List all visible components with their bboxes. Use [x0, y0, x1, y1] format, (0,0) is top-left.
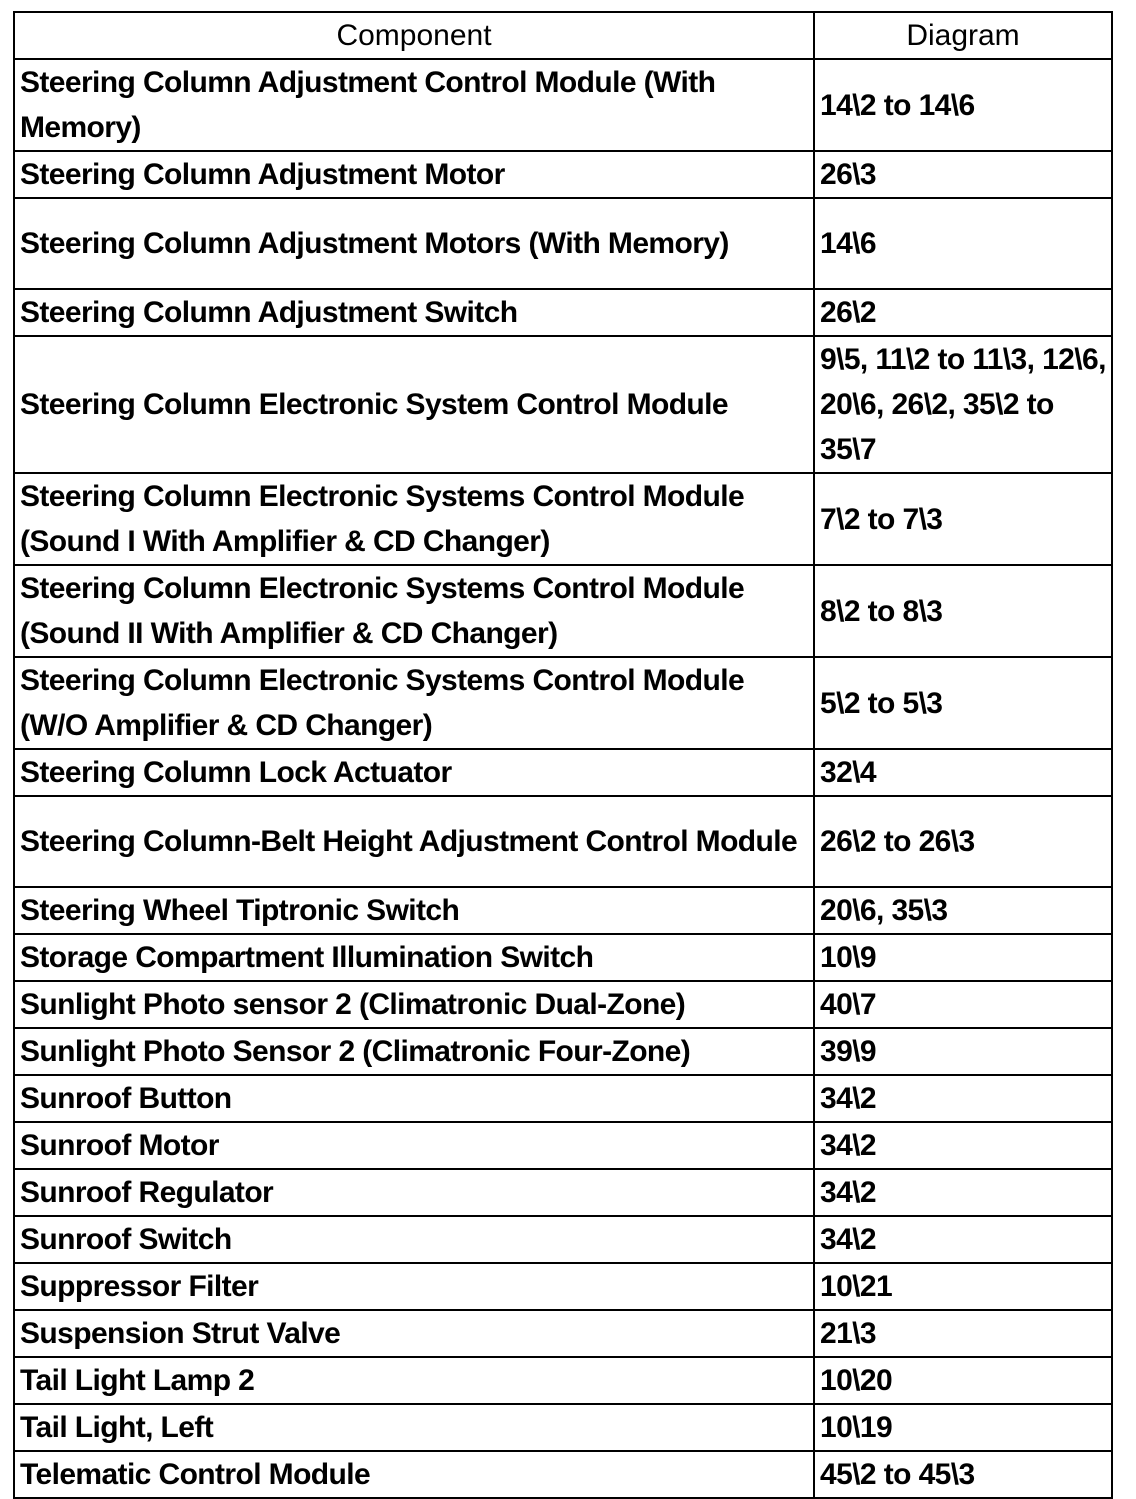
component-cell: Sunlight Photo Sensor 2 (Climatronic Four-Zone) — [14, 1028, 814, 1075]
header-component: Component — [14, 12, 814, 59]
diagram-cell: 21\3 — [814, 1310, 1112, 1357]
table-row — [14, 59, 1112, 151]
diagram-cell: 14\2 to 14\6 — [814, 59, 1112, 151]
diagram-cell: 26\2 — [814, 289, 1112, 336]
component-cell: Suspension Strut Valve — [14, 1310, 814, 1357]
diagram-cell: 45\2 to 45\3 — [814, 1451, 1112, 1498]
diagram-cell: 10\21 — [814, 1263, 1112, 1310]
component-cell: Steering Column Electronic System Control Module — [14, 336, 814, 473]
component-cell: Steering Column Adjustment Motors (With Memory) — [14, 198, 814, 289]
diagram-cell: 20\6, 35\3 — [814, 887, 1112, 934]
component-cell: Sunroof Switch — [14, 1216, 814, 1263]
table-row — [14, 887, 1112, 934]
table-row — [14, 749, 1112, 796]
table-row — [14, 565, 1112, 657]
table-row — [14, 1028, 1112, 1075]
component-cell: Sunlight Photo sensor 2 (Climatronic Dual-Zone) — [14, 981, 814, 1028]
table-row — [14, 1310, 1112, 1357]
component-cell: Sunroof Regulator — [14, 1169, 814, 1216]
diagram-cell: 26\2 to 26\3 — [814, 796, 1112, 887]
table-row — [14, 1451, 1112, 1498]
table-row — [14, 1263, 1112, 1310]
table-row — [14, 934, 1112, 981]
diagram-cell: 34\2 — [814, 1169, 1112, 1216]
component-cell: Steering Column Adjustment Control Module (With Memory) — [14, 59, 814, 151]
component-cell: Steering Column Electronic Systems Control Module (W/O Amplifier & CD Changer) — [14, 657, 814, 749]
component-cell: Suppressor Filter — [14, 1263, 814, 1310]
component-cell: Steering Column Electronic Systems Control Module (Sound I With Amplifier & CD Changer) — [14, 473, 814, 565]
diagram-cell: 10\20 — [814, 1357, 1112, 1404]
diagram-cell: 7\2 to 7\3 — [814, 473, 1112, 565]
table-row — [14, 657, 1112, 749]
diagram-cell: 34\2 — [814, 1216, 1112, 1263]
table-row — [14, 1075, 1112, 1122]
component-cell: Tail Light, Left — [14, 1404, 814, 1451]
header-row — [14, 12, 1112, 59]
table-row — [14, 198, 1112, 289]
component-cell: Sunroof Motor — [14, 1122, 814, 1169]
diagram-cell: 39\9 — [814, 1028, 1112, 1075]
component-cell: Steering Column Adjustment Motor — [14, 151, 814, 198]
table-row — [14, 473, 1112, 565]
component-cell: Telematic Control Module — [14, 1451, 814, 1498]
diagram-cell: 34\2 — [814, 1075, 1112, 1122]
component-cell: Steering Column-Belt Height Adjustment Control Module — [14, 796, 814, 887]
diagram-cell: 10\19 — [814, 1404, 1112, 1451]
table-row — [14, 1216, 1112, 1263]
table-row — [14, 1122, 1112, 1169]
table-header — [14, 12, 1112, 59]
diagram-cell: 14\6 — [814, 198, 1112, 289]
component-cell: Steering Column Electronic Systems Control Module (Sound II With Amplifier & CD Changer) — [14, 565, 814, 657]
table-row — [14, 1169, 1112, 1216]
table-row — [14, 981, 1112, 1028]
header-diagram: Diagram — [814, 12, 1112, 59]
table-row — [14, 289, 1112, 336]
table-row — [14, 151, 1112, 198]
diagram-cell: 40\7 — [814, 981, 1112, 1028]
diagram-cell: 9\5, 11\2 to 11\3, 12\6, 20\6, 26\2, 35\2 to 35\7 — [814, 336, 1112, 473]
diagram-cell: 32\4 — [814, 749, 1112, 796]
component-cell: Steering Wheel Tiptronic Switch — [14, 887, 814, 934]
component-cell: Sunroof Button — [14, 1075, 814, 1122]
diagram-cell: 26\3 — [814, 151, 1112, 198]
table-row — [14, 336, 1112, 473]
table-row — [14, 1404, 1112, 1451]
diagram-cell: 5\2 to 5\3 — [814, 657, 1112, 749]
diagram-cell: 10\9 — [814, 934, 1112, 981]
component-cell: Steering Column Lock Actuator — [14, 749, 814, 796]
diagram-cell: 34\2 — [814, 1122, 1112, 1169]
component-cell: Storage Compartment Illumination Switch — [14, 934, 814, 981]
diagram-cell: 8\2 to 8\3 — [814, 565, 1112, 657]
component-diagram-table — [13, 11, 1113, 1499]
component-cell: Steering Column Adjustment Switch — [14, 289, 814, 336]
table-row — [14, 1357, 1112, 1404]
table-row — [14, 796, 1112, 887]
table-body — [14, 59, 1112, 1498]
component-cell: Tail Light Lamp 2 — [14, 1357, 814, 1404]
